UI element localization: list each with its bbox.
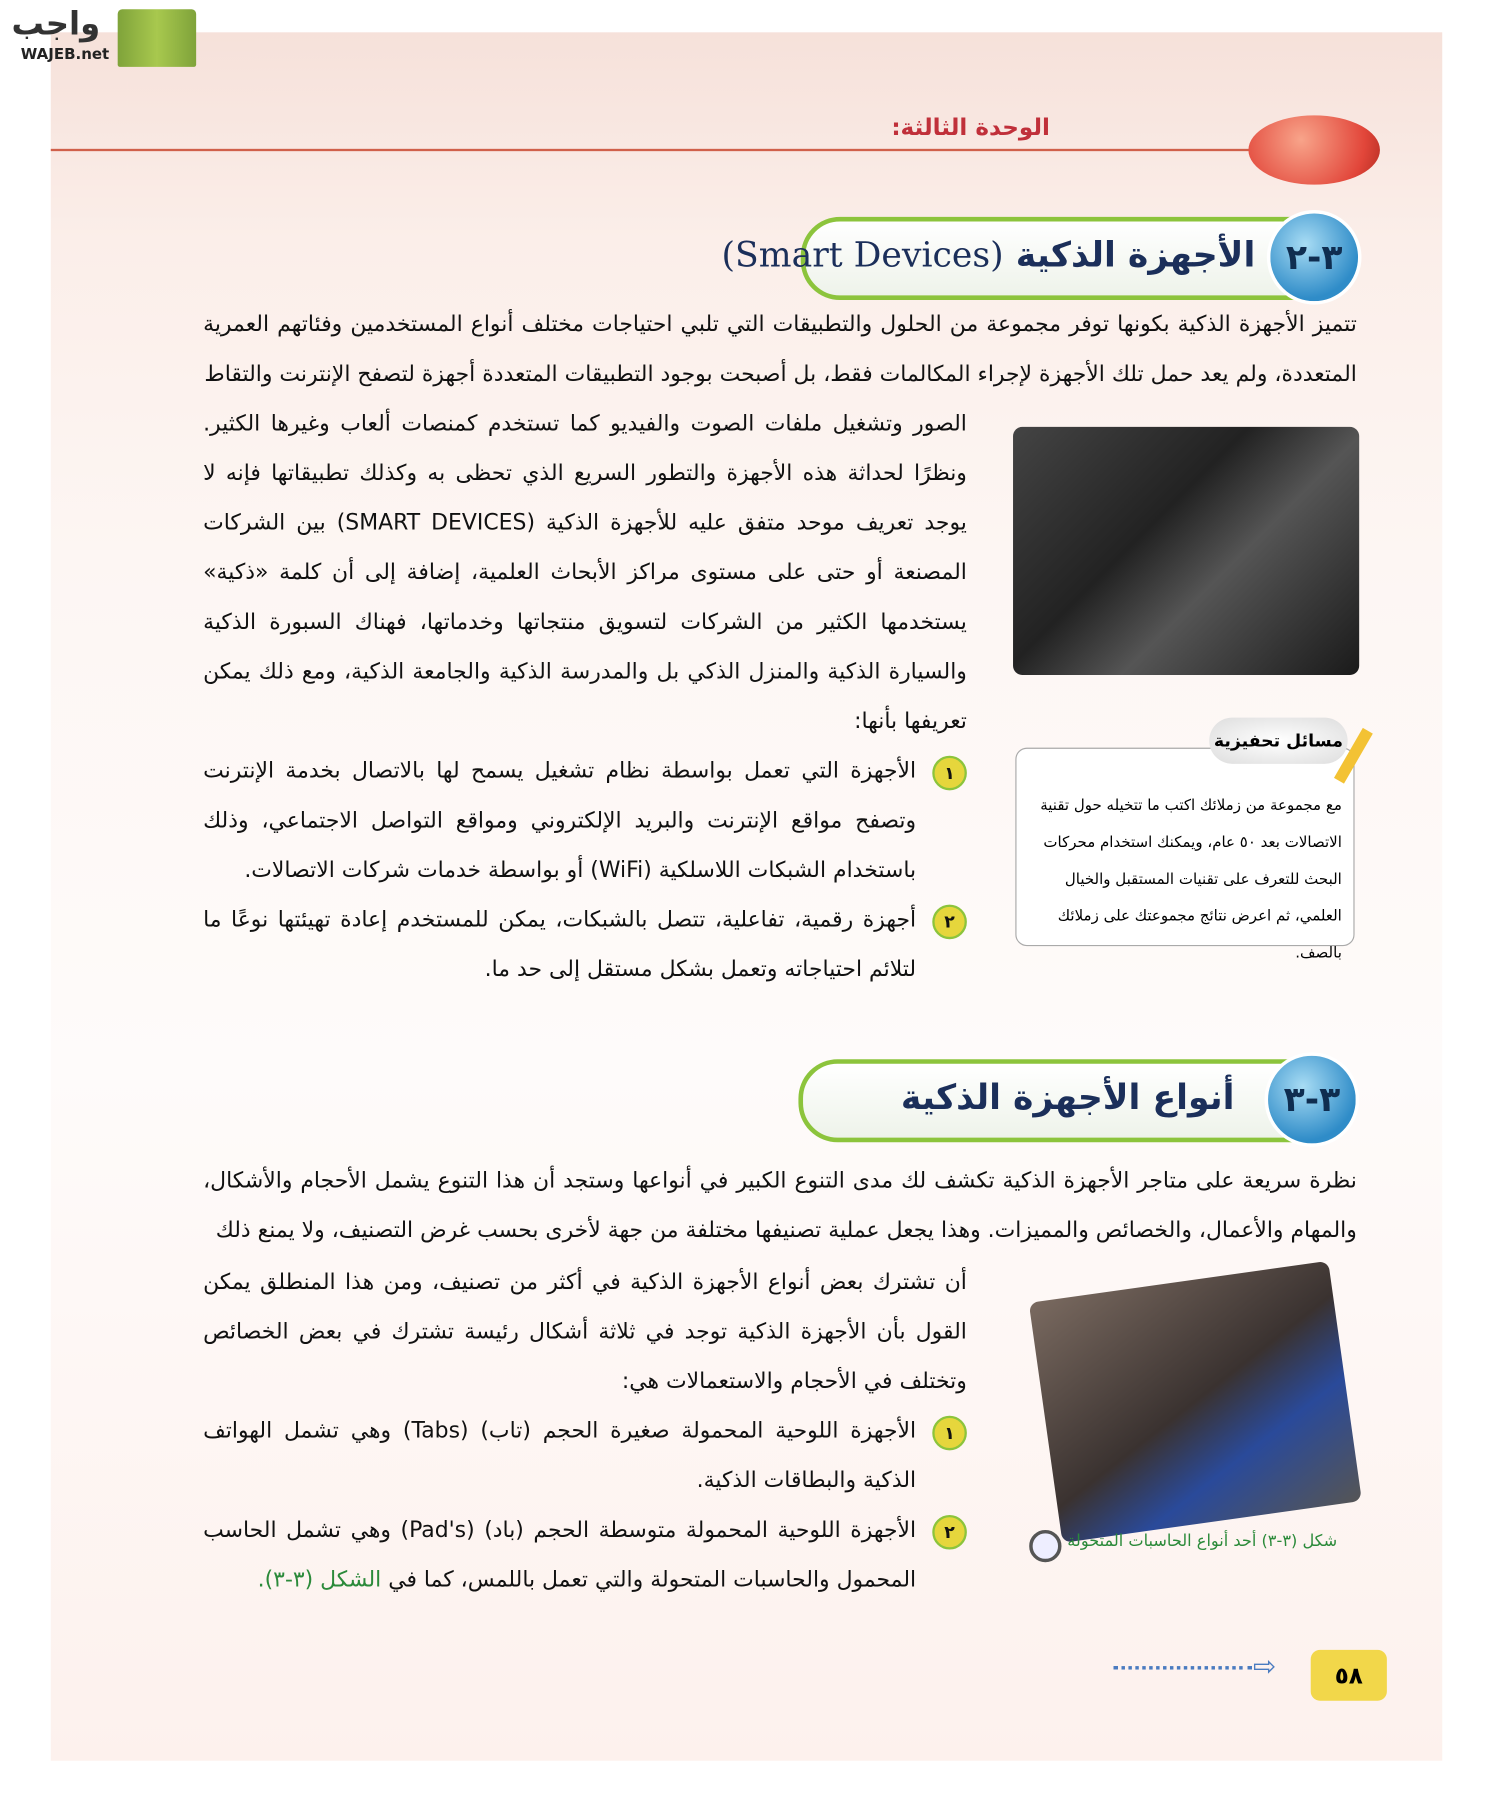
list-item [203, 1406, 967, 1505]
unit-title: الوحدة الثالثة: [891, 113, 1050, 141]
motivation-text: مع مجموعة من زملائك اكتب ما تتخيله حول تقنية الاتصالات بعد ٥٠ عام، ويمكنك استخدام محركات البحث للتعرف على تقنيات المستقبل والخيال العلمي، ثم اعرض نتائج مجموعتك على زملائك بالصف. [1040, 797, 1342, 963]
bullet-number: ١ [932, 756, 967, 791]
types-intro-paragraph: نظرة سريعة على متاجر الأجهزة الذكية تكشف لك مدى التنوع الكبير في أنواعها وستجد أن هذا التنوع يشمل الأحجام والأشكال، والمهام والأعمال، والخصائص والمميزات. وهذا يجعل عملية تصنيفها مختلفة من جهة لأخرى بحسب غرض التصنيف، ولا يمنع ذلك [203, 1167, 1357, 1243]
magnifier-icon [1029, 1530, 1061, 1562]
book-icon [118, 9, 196, 67]
section-number: ٣-٢ [1267, 210, 1362, 305]
bullet-number: ٢ [932, 1515, 967, 1550]
bullet-number: ٢ [932, 905, 967, 940]
logo-arabic: واجب [11, 4, 101, 43]
section-number: ٣-٣ [1265, 1052, 1360, 1147]
types-paragraph: أن تشترك بعض أنواع الأجهزة الذكية في أكثر من تصنيف، ومن هذا المنطلق يمكن القول بأن الأجهزة الذكية توجد في ثلاثة أشكال رئيسة تشترك في بعض الخصائص وتختلف في الأحجام والاستعمالات هي: [203, 1269, 967, 1394]
logo-latin: WAJEB.net [20, 46, 110, 64]
wajeb-logo[interactable] [9, 5, 194, 70]
section-heading-types [798, 1059, 1350, 1142]
arrow-right-icon: ⇨ [1253, 1649, 1277, 1683]
section1-body [203, 399, 967, 994]
list-item [203, 1506, 967, 1605]
section-heading-smart-devices [721, 217, 1353, 300]
section2-body [203, 1258, 967, 1605]
list-item [203, 747, 967, 896]
definition-paragraph: الصور وتشغيل ملفات الصوت والفيديو كما تستخدم كمنصات ألعاب وغيرها الكثير. ونظرًا لحداثة هذه الأجهزة والتطور السريع الذي تحظى به وكذلك تطبيقاتها فإنه لا يوجد تعريف موحد متفق عليه للأجهزة الذكية (SMART DEVICES) بين الشركات المصنعة أو حتى على مستوى مراكز الأبحاث العلمية، إضافة إلى أن كلمة «ذكية» يستخدمها الكثير من الشركات لتسويق منتجاتها وخدماتها، فهناك السبورة الذكية والسيارة الذكية والمنزل الذكي بل والمدرسة الذكية والجامعة الذكية، ومع ذلك يمكن تعريفها بأنها: [203, 410, 967, 734]
motivation-box [1015, 748, 1354, 963]
smart-devices-image [1013, 427, 1359, 675]
section-title: الأجهزة الذكية [1015, 235, 1256, 276]
motivation-heading: مسائل تحفيزية [1209, 718, 1347, 764]
mouse-icon [1248, 115, 1380, 184]
bullet-number: ١ [932, 1416, 967, 1451]
list-item-text: أجهزة رقمية، تفاعلية، تتصل بالشبكات، يمكن للمستخدم إعادة تهيئتها نوعًا ما لتلائم احتياجاته وتعمل بشكل مستقل إلى حد ما. [203, 906, 917, 982]
page-number: ٥٨ [1311, 1650, 1387, 1701]
convertible-laptop-image [1029, 1261, 1362, 1543]
figure-reference-link[interactable]: الشكل (٣-٣). [257, 1566, 382, 1593]
section-title: أنواع الأجهزة الذكية [900, 1077, 1235, 1119]
header-divider [51, 149, 1262, 151]
dotted-line [1113, 1666, 1251, 1669]
section-title-en: (Smart Devices) [721, 235, 1004, 276]
list-item-text: الأجهزة التي تعمل بواسطة نظام تشغيل يسمح لها بالاتصال بخدمة الإنترنت وتصفح مواقع الإنترنت والبريد الإلكتروني ومواقع التواصل الاجتماعي، وذلك باستخدام الشبكات اللاسلكية (WiFi) أو بواسطة خدمات شركات الاتصالات. [203, 758, 917, 883]
list-item-text: الأجهزة اللوحية المحمولة صغيرة الحجم (تاب) (Tabs) وهي تشمل الهواتف الذكية والبطاقات الذكية. [203, 1418, 917, 1494]
intro-paragraph: تتميز الأجهزة الذكية بكونها توفر مجموعة من الحلول والتطبيقات التي تلبي احتياجات مختلف أنواع المستخدمين وفئاتهم العمرية المتعددة، ولم يعد حمل تلك الأجهزة لإجراء المكالمات فقط، بل أصبحت بوجود التطبيقات المتعددة أجهزة لتصفح الإنترنت والتقاط [203, 311, 1357, 387]
list-item [203, 895, 967, 994]
figure-caption: شكل (٣-٣) أحد أنواع الحاسبات المتحولة [1067, 1532, 1338, 1551]
list-item-text: الأجهزة اللوحية المحمولة متوسطة الحجم (باد) (Pad's) وهي تشمل الحاسب المحمول والحاسبات المتحولة والتي تعمل باللمس، كما في [203, 1517, 917, 1593]
